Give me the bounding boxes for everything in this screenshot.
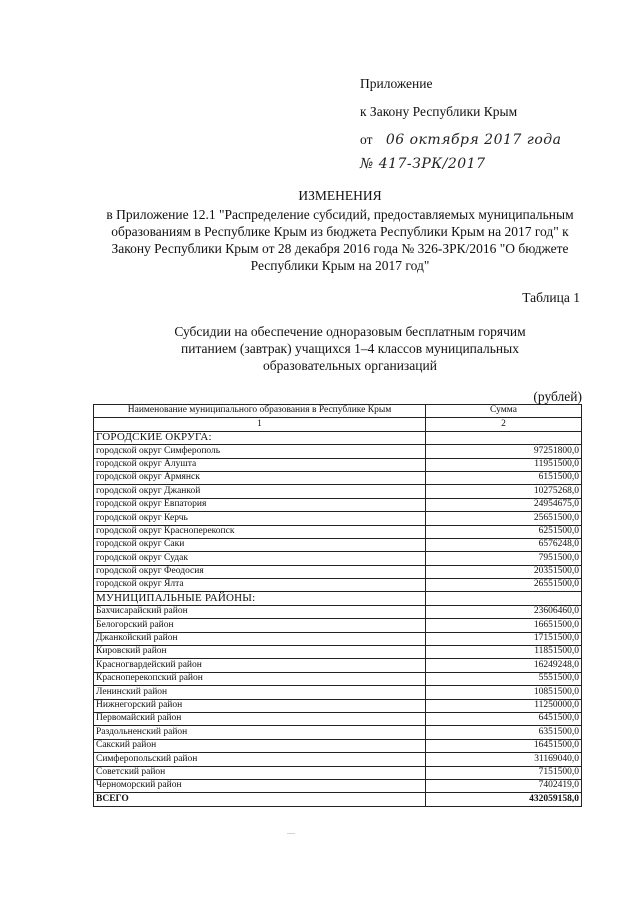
- row-sum: 97251800,0: [426, 445, 582, 458]
- appendix-block: [360, 70, 562, 178]
- section-districts-label: МУНИЦИПАЛЬНЫЕ РАЙОНЫ:: [94, 592, 426, 605]
- row-sum: 16249248,0: [426, 659, 582, 672]
- row-name: городской округ Красноперекопск: [94, 525, 426, 538]
- total-value: 432059158,0: [426, 793, 582, 806]
- row-name: Сакский район: [94, 739, 426, 752]
- row-sum: 25651500,0: [426, 512, 582, 525]
- table-row: [94, 646, 582, 659]
- row-name: городской округ Саки: [94, 538, 426, 551]
- index-col-1: 1: [94, 418, 426, 431]
- row-sum: 26551500,0: [426, 579, 582, 592]
- table-row: [94, 498, 582, 511]
- table-row: [94, 753, 582, 766]
- table-row: [94, 565, 582, 578]
- row-sum: 20351500,0: [426, 565, 582, 578]
- table-subtitle: Субсидии на обеспечение одноразовым бесплатным горячим питанием (завтрак) учащихся 1–4 классов муниципальных образовательных организаций: [174, 324, 526, 373]
- row-name: городской округ Алушта: [94, 458, 426, 471]
- subsidies-table: [93, 404, 582, 807]
- row-name: Первомайский район: [94, 712, 426, 725]
- from-label: от: [360, 132, 373, 147]
- row-name: городской округ Ялта: [94, 579, 426, 592]
- row-name: городской округ Симферополь: [94, 445, 426, 458]
- table-row: [94, 512, 582, 525]
- index-col-2: 2: [426, 418, 582, 431]
- row-name: Нижнегорский район: [94, 699, 426, 712]
- table-row: [94, 471, 582, 484]
- row-name: Красногвардейский район: [94, 659, 426, 672]
- row-sum: 6351500,0: [426, 726, 582, 739]
- row-name: Джанкойский район: [94, 632, 426, 645]
- row-sum: 24954675,0: [426, 498, 582, 511]
- total-row: [94, 793, 582, 806]
- table-row: [94, 672, 582, 685]
- row-name: городской округ Феодосия: [94, 565, 426, 578]
- row-sum: 6576248,0: [426, 538, 582, 551]
- row-sum: 16451500,0: [426, 739, 582, 752]
- row-name: городской округ Евпатория: [94, 498, 426, 511]
- table-row: [94, 619, 582, 632]
- table-body: [94, 418, 582, 806]
- table-row: [94, 552, 582, 565]
- handwritten-date: 06 октября 2017 года: [385, 132, 562, 148]
- table-row: [94, 686, 582, 699]
- row-sum: 5551500,0: [426, 672, 582, 685]
- appendix-line2: к Закону Республики Крым: [360, 104, 518, 119]
- total-label: ВСЕГО: [94, 793, 426, 806]
- row-name: Советский район: [94, 766, 426, 779]
- section-row-urban: [94, 431, 582, 444]
- table-label: Таблица 1: [522, 290, 580, 305]
- row-sum: 31169040,0: [426, 753, 582, 766]
- row-name: Ленинский район: [94, 686, 426, 699]
- row-sum: 16651500,0: [426, 619, 582, 632]
- handwritten-number: № 417-ЗРК/2017: [360, 156, 486, 172]
- row-sum: 10851500,0: [426, 686, 582, 699]
- row-sum: 6251500,0: [426, 525, 582, 538]
- heading-body: в Приложение 12.1 "Распределение субсидий, предоставляемых муниципальным образованиям в Республике Крым из бюджета Республики Крым на 2017 год" к Закону Республики Крым от 28 декабря 2016 года № 326-ЗРК/2016 "О бюджете Республики Крым на 2017 год": [106, 207, 574, 273]
- row-sum: 7951500,0: [426, 552, 582, 565]
- row-sum: 11951500,0: [426, 458, 582, 471]
- table-row: [94, 766, 582, 779]
- row-name: Белогорский район: [94, 619, 426, 632]
- table-row: [94, 726, 582, 739]
- appendix-line1: Приложение: [360, 76, 433, 91]
- unit-label: (рублей): [533, 389, 582, 404]
- row-name: Симферопольский район: [94, 753, 426, 766]
- table-row: [94, 779, 582, 792]
- heading-title: ИЗМЕНЕНИЯ: [298, 188, 382, 203]
- table-row: [94, 605, 582, 618]
- row-sum: 6151500,0: [426, 471, 582, 484]
- row-name: Бахчисарайский район: [94, 605, 426, 618]
- header-sum: Сумма: [426, 405, 582, 418]
- table-row: [94, 458, 582, 471]
- table-row: [94, 485, 582, 498]
- table-row: [94, 699, 582, 712]
- row-name: Кировский район: [94, 646, 426, 659]
- row-sum: 23606460,0: [426, 605, 582, 618]
- section-row-districts: [94, 592, 582, 605]
- row-name: городской округ Судак: [94, 552, 426, 565]
- row-name: городской округ Керчь: [94, 512, 426, 525]
- row-sum: 10275268,0: [426, 485, 582, 498]
- header-name: Наименование муниципального образования в Республике Крым: [94, 405, 426, 418]
- row-name: Черноморский район: [94, 779, 426, 792]
- row-name: городской округ Армянск: [94, 471, 426, 484]
- table-row: [94, 739, 582, 752]
- table-row: [94, 525, 582, 538]
- table-row: [94, 659, 582, 672]
- table-row: [94, 632, 582, 645]
- row-name: Раздольненский район: [94, 726, 426, 739]
- table-row: [94, 579, 582, 592]
- row-sum: 17151500,0: [426, 632, 582, 645]
- table-row: [94, 712, 582, 725]
- section-urban-label: ГОРОДСКИЕ ОКРУГА:: [94, 431, 426, 444]
- header-row: [94, 405, 582, 418]
- row-sum: 6451500,0: [426, 712, 582, 725]
- row-name: городской округ Джанкой: [94, 485, 426, 498]
- row-sum: 11851500,0: [426, 646, 582, 659]
- footer-mark: —: [287, 828, 295, 837]
- row-sum: 11250000,0: [426, 699, 582, 712]
- table-row: [94, 538, 582, 551]
- row-sum: 7151500,0: [426, 766, 582, 779]
- table-row: [94, 445, 582, 458]
- row-sum: 7402419,0: [426, 779, 582, 792]
- row-name: Красноперекопский район: [94, 672, 426, 685]
- index-row: [94, 418, 582, 431]
- changes-heading: [90, 187, 590, 274]
